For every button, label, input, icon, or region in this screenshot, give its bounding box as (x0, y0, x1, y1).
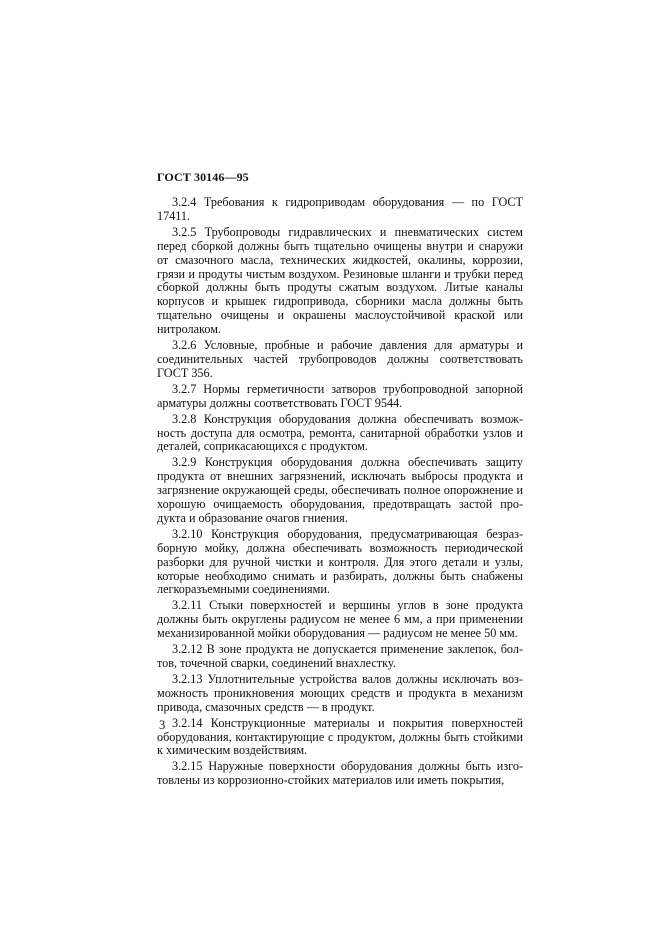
document-header: ГОСТ 30146—95 (157, 170, 249, 184)
document-body (157, 196, 523, 790)
paragraph-3-2-13: 3.2.13 Уплотнительные устройства валов должны исключать возможность проникновения моющих средств и продукта в механизм привода, смазочных средств — в продукт. (157, 671, 523, 714)
paragraph-3-2-4: 3.2.4 Требования к гидроприводам оборудования — по ГОСТ 17411. (157, 195, 523, 223)
paragraph-3-2-9: 3.2.9 Конструкция оборудования должна обеспечивать защиту продукта от внешних загрязнений, исключать выбросы продукта и загрязнение окружающей среды, обеспечивать полное опорожнение и хорошую очищаемость оборудования, предотвращать застой продукта и образование очагов гниения. (157, 455, 523, 525)
paragraph-3-2-8: 3.2.8 Конструкция оборудования должна обеспечивать возможность доступа для осмотра, ремонта, санитарной обработки узлов и деталей, соприкасающихся с продуктом. (157, 411, 523, 454)
paragraph-3-2-15: 3.2.15 Наружные поверхности оборудования должны быть изготовлены из коррозионно-стойких материалов или иметь покрытия, (157, 759, 523, 788)
paragraph-3-2-11: 3.2.11 Стыки поверхностей и вершины углов в зоне продукта должны быть округлены радиусом не менее 6 мм, а при применении механизированной мойки оборудования — радиусом не менее 50 мм. (157, 598, 523, 641)
paragraph-3-2-10: 3.2.10 Конструкция оборудования, предусматривающая безразборную мойку, должна обеспечивать возможность периодической разборки для ручной чистки и контроля. Для этого детали и узлы, которые необходимо снимать и разбирать, должны быть снабжены легкоразъемными соединениями. (157, 526, 523, 597)
paragraph-3-2-6: 3.2.6 Условные, пробные и рабочие давления для арматуры и соединительных частей трубопроводов должны соответствовать ГОСТ 356. (157, 338, 523, 380)
page-number: 3 (159, 718, 166, 732)
paragraph-3-2-12: 3.2.12 В зоне продукта не допускается применение заклепок, болтов, точечной сварки, соединений внахлестку. (157, 642, 523, 670)
paragraph-3-2-5: 3.2.5 Трубопроводы гидравлических и пневматических систем перед сборкой должны быть тщательно очищены внутри и снаружи от смазочного масла, технических жидкостей, окалины, коррозии, грязи и продуты чистым воздухом. Резиновые шланги и трубки перед сборкой должны быть продуты сжатым воздухом. Литые каналы корпусов и крышек гидропривода, сборники масла должны быть тщательно очищены и окрашены маслоустойчивой краской или нитролаком. (157, 224, 523, 337)
paragraph-3-2-14: 3.2.14 Конструкционные материалы и покрытия поверхностей оборудования, контактирующие с продуктом, должны быть стойкими к химическим воздействиям. (157, 715, 523, 758)
paragraph-3-2-7: 3.2.7 Нормы герметичности затворов трубопроводной запорной арматуры должны соответствовать ГОСТ 9544. (157, 381, 523, 410)
